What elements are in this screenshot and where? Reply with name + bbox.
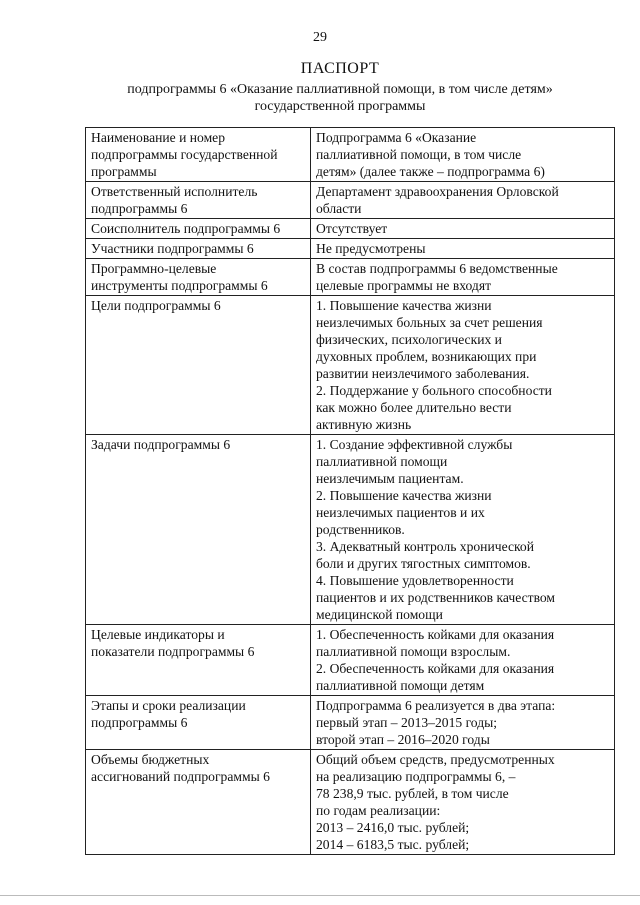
row-value-line: родственников. [316, 522, 405, 537]
row-value-cell [311, 219, 615, 239]
passport-table-body [86, 128, 615, 855]
row-value-line: первый этап – 2013–2015 годы; [316, 715, 498, 730]
row-value-line: детям» (далее также – подпрограмма 6) [316, 164, 545, 179]
row-value-cell [311, 435, 615, 625]
bottom-divider [0, 895, 640, 896]
row-label-line: подпрограммы 6 [91, 715, 188, 730]
subtitle-line: подпрограммы 6 «Оказание паллиативной помощи, в том числе детям» [127, 82, 553, 97]
row-value-line: паллиативной помощи взрослым. [316, 644, 511, 659]
row-value-line: неизлечимых больных за счет решения [316, 315, 543, 330]
row-value-line: В состав подпрограммы 6 ведомственные [316, 261, 558, 276]
row-label-line: Цели подпрограммы 6 [91, 298, 221, 313]
row-value-line: на реализацию подпрограммы 6, – [316, 769, 516, 784]
table-row [86, 239, 615, 259]
row-value-line: духовных проблем, возникающих при [316, 349, 537, 364]
row-value-line: медицинской помощи [316, 607, 443, 622]
row-value-line: пациентов и их родственников качеством [316, 590, 556, 605]
subtitle-line: государственной программы [254, 99, 426, 114]
row-value-cell [311, 296, 615, 435]
row-value-line: целевые программы не входят [316, 278, 492, 293]
row-value-line: 2014 – 6183,5 тыс. рублей; [316, 837, 470, 852]
row-label-cell [86, 239, 311, 259]
row-label-line: программы [91, 164, 157, 179]
row-value-line: боли и других тягостных симптомов. [316, 556, 531, 571]
row-label-line: Объемы бюджетных [91, 752, 210, 767]
row-value-line: второй этап – 2016–2020 годы [316, 732, 490, 747]
row-value-line: области [316, 201, 362, 216]
table-row [86, 219, 615, 239]
row-label-cell [86, 219, 311, 239]
table-row [86, 182, 615, 219]
row-value-line: Общий объем средств, предусмотренных [316, 752, 555, 767]
table-row [86, 435, 615, 625]
row-value-line: 1. Повышение качества жизни [316, 298, 492, 313]
row-label-line: Участники подпрограммы 6 [91, 241, 254, 256]
table-row [86, 296, 615, 435]
row-value-line: Подпрограмма 6 «Оказание [316, 130, 477, 145]
row-value-line: 3. Адекватный контроль хронической [316, 539, 534, 554]
row-value-cell [311, 182, 615, 219]
row-value-line: паллиативной помощи детям [316, 678, 485, 693]
row-value-line: неизлечимых пациентов и их [316, 505, 485, 520]
row-value-line: активную жизнь [316, 417, 412, 432]
row-value-line: 1. Обеспеченность койками для оказания [316, 627, 555, 642]
row-value-line: Отсутствует [316, 221, 388, 236]
row-label-line: инструменты подпрограммы 6 [91, 278, 268, 293]
table-row [86, 259, 615, 296]
row-label-line: Целевые индикаторы и [91, 627, 225, 642]
row-value-line: 2. Повышение качества жизни [316, 488, 492, 503]
row-label-cell [86, 182, 311, 219]
row-value-line: 2. Поддержание у больного способности [316, 383, 552, 398]
table-row [86, 625, 615, 696]
row-label-line: Ответственный исполнитель [91, 184, 258, 199]
row-label-line: Соисполнитель подпрограммы 6 [91, 221, 281, 236]
row-label-cell [86, 296, 311, 435]
table-row [86, 750, 615, 855]
row-label-cell [86, 750, 311, 855]
row-label-line: Программно-целевые [91, 261, 217, 276]
row-value-line: как можно более длительно вести [316, 400, 512, 415]
row-label-line: показатели подпрограммы 6 [91, 644, 255, 659]
page-number: 29 [313, 30, 327, 45]
row-label-line: подпрограммы 6 [91, 201, 188, 216]
row-label-cell [86, 625, 311, 696]
table-row [86, 128, 615, 182]
row-label-cell [86, 128, 311, 182]
row-label-line: ассигнований подпрограммы 6 [91, 769, 270, 784]
row-value-cell [311, 750, 615, 855]
row-value-line: Подпрограмма 6 реализуется в два этапа: [316, 698, 556, 713]
row-label-line: Задачи подпрограммы 6 [91, 437, 231, 452]
row-label-line: Этапы и сроки реализации [91, 698, 246, 713]
row-value-line: 78 238,9 тыс. рублей, в том числе [316, 786, 509, 801]
row-value-cell [311, 239, 615, 259]
document-title: ПАСПОРТ [300, 60, 380, 77]
table-row [86, 696, 615, 750]
row-value-line: Не предусмотрены [316, 241, 426, 256]
row-label-line: Наименование и номер [91, 130, 226, 145]
row-value-line: Департамент здравоохранения Орловской [316, 184, 559, 199]
title-block [60, 60, 620, 115]
row-value-line: неизлечимым пациентам. [316, 471, 464, 486]
row-value-line: физических, психологических и [316, 332, 502, 347]
row-value-line: 2. Обеспеченность койками для оказания [316, 661, 555, 676]
passport-table [85, 127, 615, 855]
row-value-cell [311, 696, 615, 750]
row-value-line: развитии неизлечимого заболевания. [316, 366, 530, 381]
row-label-cell [86, 259, 311, 296]
row-value-cell [311, 259, 615, 296]
row-label-line: подпрограммы государственной [91, 147, 278, 162]
row-value-line: паллиативной помощи, в том числе [316, 147, 522, 162]
row-value-cell [311, 128, 615, 182]
row-value-line: 2013 – 2416,0 тыс. рублей; [316, 820, 470, 835]
row-value-line: 4. Повышение удовлетворенности [316, 573, 514, 588]
row-value-line: по годам реализации: [316, 803, 441, 818]
row-label-cell [86, 696, 311, 750]
row-value-cell [311, 625, 615, 696]
row-label-cell [86, 435, 311, 625]
row-value-line: паллиативной помощи [316, 454, 448, 469]
row-value-line: 1. Создание эффективной службы [316, 437, 513, 452]
document-subtitle [60, 81, 620, 115]
